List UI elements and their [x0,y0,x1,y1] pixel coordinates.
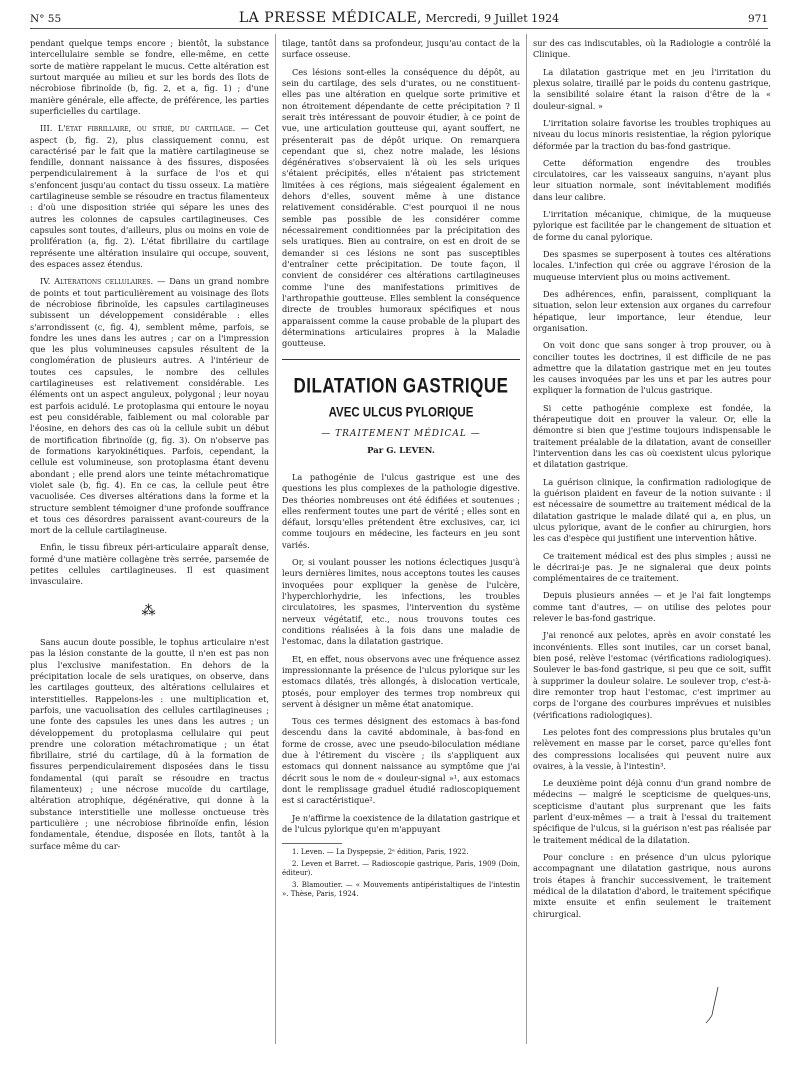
paragraph: Pour conclure : en présence d'un ulcus pylorique accompagnant une dilatation gastrique, nous aurons trois étapes à franchir successivement, le traitement médical de la dilatation d'abord, le traitement spécifique mixte ensuite et enfin seulement le traitement chirurgical. [533,852,771,919]
article-subtitle: AVEC ULCUS PYLORIQUE [328,405,474,420]
column-1 [30,38,269,858]
paragraph: Je n'affirme la coexistence de la dilatation gastrique et de l'ulcus pylorique qu'en m'appuyant [282,812,520,834]
section-body: — Cet aspect (b, fig. 2), plus classiquement connu, est caractérisé par le fait que la matière cartilagineuse se fendille, donnant naissance à des fissures, disposées perpendiculairement à la surface de l'os et qui s'enfoncent jusqu'au contact du tissu osseux. La matière cartilagineuse semble se résoudre en tractus filamenteux : d'où une disposition striée qui sépare les unes des autres les colonnes de capsules cartilagineuses. Ces capsules sont toutes, d'ailleurs, plus ou moins en voie de prolifération (a, fig. 2). L'état fibrillaire du cartilage représente une altération insulaire qui occupe, souvent, des espaces assez étendus. [30,123,269,269]
paragraph: Cette déformation engendre des troubles circulatoires, car les vaisseaux sanguins, n'ayant plus leur situation normale, sont inévitablement modifiés dans leur calibre. [533,157,771,202]
journal-title: LA PRESSE MÉDICALE, [238,10,423,26]
footnote: 2. Leven et Barret. — Radioscopie gastrique, Paris, 1909 (Doin, éditeur). [282,859,520,878]
paragraph: sur des cas indiscutables, où la Radiologie a contrôlé la Clinique. [533,38,771,60]
paragraph: Ces lésions sont-elles la conséquence du dépôt, au sein du cartilage, des sels d'urates, ou ne constituent-elles pas une altération en quelque sorte primitive et non étroitement dépendante de cette précipitation ? Il serait très intéressant de pouvoir étudier, à ce point de vue, une articulation goutteuse qui, ayant souffert, ne présenterait pas de dépôt urique. On remarquera cependant que si, chez notre malade, les lésions dégénératives s'observaient là où les sels uriques s'étaient précipités, elles n'étaient pas strictement limitées à ces régions, mais siégeaient également en dehors d'elles, souvent même à une distance relativement considérable. C'est pourquoi il ne nous semble pas possible de les considérer comme nécessairement conditionnées par la précipitation des sels uratiques. Bien au contraire, on est en droit de se demander si ces lésions ne sont pas susceptibles d'entraîner cette précipitation. De toute façon, il convient de considérer ces altérations cartilagineuses comme l'une des manifestations primitives de l'arthropathie goutteuse. Elles semblent la conséquence directe de troubles humoraux spécifiques et nous apparaissent comme la cause probable de la plupart des déterminations articulaires propres à la Maladie goutteuse. [282,66,520,349]
article-title: DILATATION GASTRIQUE [293,374,509,398]
paragraph: Si cette pathogénie complexe est fondée, la thérapeutique doit en prouver la valeur. Or, elle la démontre si bien que j'estime toujours indispensable le traitement préalable de la dilatation, avant de conseiller l'intervention dans les cas où coexistent ulcus pylorique et dilatation gastrique. [533,402,771,470]
page-number: 971 [747,13,768,25]
paragraph: Depuis plusieurs années — et je l'ai fait longtemps comme tant d'autres, — on utilise des pelotes pour relever le bas-fond gastrique. [533,590,771,624]
paragraph: Le deuxième point déjà connu d'un grand nombre de médecins — malgré le scepticisme de quelques-uns, scepticisme d'autant plus surprenant que les faits parlent d'eux-mêmes — a trait à l'essai du traitement spécifique de l'ulcus, si la guérison n'est pas réalisée par le traitement médical de la dilatation. [533,778,771,845]
article-separator [282,359,520,360]
footnotes [282,848,520,899]
footnote-rule [282,843,342,844]
journal-masthead [30,10,768,26]
paragraph: Or, si voulant pousser les notions éclectiques jusqu'à leurs dernières limites, nous acceptons toutes les causes invoquées pour expliquer la genèse de l'ulcère, l'hyperchlorhydrie, les infections, les troubles circulatoires, les spasmes, l'intervention du système nerveux végétatif, etc., nous trouvons toutes ces conditions réalisées à la fois dans une maladie de l'estomac, dans la dilatation gastrique. [282,557,520,647]
issue-date: Mercredi, 9 Juillet 1924 [422,12,560,25]
section-iii [30,123,269,270]
section-heading: III. L'état fibrillaire, ou strié, du cartilage. [40,123,236,134]
paragraph: J'ai renoncé aux pelotes, après en avoir constaté les inconvénients. Elles sont inutiles, car un corset banal, bien posé, relève l'estomac (vérifications radiologiques). Soulever le bas-fond gastrique, si peu que ce soit, suffit à supprimer la douleur solaire. Le soulever trop, c'est-à-dire remonter trop haut l'estomac, c'est imprimer au corps de l'organe des courbures imprévues et nuisibles (vérifications radiologiques). [533,630,771,720]
paragraph: La pathogénie de l'ulcus gastrique est une des questions les plus complexes de la pathologie digestive. Des théories nombreuses ont été édifiées et soutenues ; elles renferment toutes une part de vérité ; elles sont en défaut, lorsqu'elles prétendent être exclusives, car, ici comme toujours en médecine, les facteurs en jeu sont variés. [282,471,520,550]
paragraph: Des spasmes se superposent à toutes ces altérations locales. L'infection qui crée ou aggrave l'érosion de la muqueuse intervient plus ou moins activement. [533,249,771,282]
paragraph: La dilatation gastrique met en jeu l'irritation du plexus solaire, tiraillé par le poids du contenu gastrique, la sensibilité solaire étant la raison d'être de la « douleur-signal. » [533,66,771,111]
paragraph: La guérison clinique, la confirmation radiologique de la guérison plaident en faveur de la notion suivante : il est nécessaire de soumettre au traitement médical de la dilatation gastrique le malade dilaté qui a, en plus, un ulcus pylorique, avant de le confier au chirurgien, hors les cas d'espèce qui justifient une intervention hâtive. [533,476,771,544]
paragraph: On voit donc que sans songer à trop prouver, ou à concilier toutes les doctrines, il est difficile de ne pas admettre que la dilatation gastrique met en jeu toutes les causes invoquées par les uns et par les autres pour expliquer la formation de l'ulcus gastrique. [533,340,771,396]
issue-number: N° 55 [30,13,62,25]
article-author: Par G. LEVEN. [367,446,435,457]
paragraph: pendant quelque temps encore ; bientôt, la substance intercellulaire semble se fondre, elle-même, en cette sorte de matière rappelant le mucus. Cette altération est surtout marquée au milieu et sur les bords des îlots de nécrobiose fibrinoïde (b, fig. 2, et a, fig. 1) ; d'une manière générale, elle affecte, de préférence, les parties superficielles du cartilage. [30,38,269,116]
paragraph: L'irritation solaire favorise les troubles trophiques au niveau du locus minoris resistentiae, la région pylorique déformée par la traction du bas-fond gastrique. [533,117,771,151]
footnote: 3. Blamoutier. — « Mouvements antipéristaltiques de l'intestin ». Thèse, Paris, 1924. [282,880,520,898]
paragraph: L'irritation mécanique, chimique, de la muqueuse pylorique est facilitée par le changement de situation et de forme du canal pylorique. [533,209,771,242]
paragraph: Enfin, le tissu fibreux péri-articulaire apparaît dense, formé d'une matière collagène très serrée, parsemée de petites cellules cartilagineuses. Il est quasiment invasculaire. [30,542,269,587]
section-heading: IV. Altérations cellulaires. [40,276,154,287]
paragraph: Tous ces termes désignent des estomacs à bas-fond descendu dans la cavité abdominale, à bas-fond en forme de crosse, avec une pseudo-biloculation médiane due à l'étirement du viscère ; ils s'appliquent aux estomacs qui donnent naissance au symptôme que j'ai décrit sous le nom de « douleur-signal »¹, aux estomacs dont le remplissage graduel étudié radioscopiquement est si caractéristique². [282,716,520,806]
asterism-divider: ⁂ [141,602,158,619]
paragraph: tilage, tantôt dans sa profondeur, jusqu'au contact de la surface osseuse. [282,38,520,60]
section-body: — Dans un grand nombre de points et tout particulièrement au voisinage des îlots de nécrobiose fibrinoïde, les capsules cartilagineuses subissent un développement considérable : elles s'arrondissent (c, fig. 4), semblent même, parfois, se fondre les unes dans les autres ; car on a l'impression que les plus volumineuses capsules résultent de la conglomération de plusieurs autres. A l'intérieur de toutes ces capsules, le nombre des cellules cartilagineuses est relativement considérable. Les éléments ont un aspect anguleux, polygonal ; leur noyau est parfois acidulé. Le protoplasma qui entoure le noyau est peu considérable, faiblement ou mal colorable par l'éosine, en dehors des cas où la cellule subit un début de mortification fibrinoïde (g, fig. 3). On n'observe pas de formations karyokinétiques. Parfois, cependant, la cellule est volumineuse, son protoplasma étant devenu abondant ; elle prend alors une teinte métachromatique violet sale (b, fig. 4). En ce cas, la cellule peut être vacuolisée. Ces diverses altérations dans la forme et la structure semblent témoigner d'une profonde souffrance et tous ces désordres paraissent avant-coureurs de la mort de la cellule cartilagineuse. [30,276,269,536]
footnote: 1. Leven. — La Dyspepsie, 2ᵉ édition, Paris, 1922. [292,848,469,857]
paragraph: Les pelotes font des compressions plus brutales qu'un relèvement en masse par le corset, parce qu'elles font des compressions localisées qui peuvent nuire aux ovaires, à la vessie, à l'intestin³. [533,726,771,771]
article-kicker: — TRAITEMENT MÉDICAL — [321,428,481,439]
paragraph: Et, en effet, nous observons avec une fréquence assez impressionnante la présence de l'ulcus pylorique sur les estomacs dilatés, très allongés, à dislocation verticale, ptosés, pour employer des termes trop nombreux qui servent à désigner un même état anatomique. [282,653,520,709]
paragraph: Des adhérences, enfin, paraissent, compliquant la situation, selon leur extension aux organes du carrefour hépatique, leur importance, leur étendue, leur organisation. [533,288,771,333]
page-header [30,8,768,29]
paragraph: Sans aucun doute possible, le tophus articulaire n'est pas la lésion constante de la goutte, il n'en est pas non plus l'exclusive manifestation. En dehors de la précipitation locale de sels uratiques, on observe, dans les cartilages goutteux, des altérations cellulaires et interstitielles. Rappelons-les : une multiplication et, parfois, une vacuolisation des cellules cartilagineuses ; une fonte des capsules les unes dans les autres ; un développement du protoplasma cellulaire qui peut prendre une coloration métachromatique ; un état fibrillaire, strié du cartilage, dû à la formation de fissures perpendiculairement disposées dans le tissu fondamental (qui paraît se résoudre en tractus filamenteux) ; une nécrose mucoïde du cartilage, altération atrophique, dégénérative, qui donne à la substance interstitielle une mollesse onctueuse très particulière ; une nécrobiose fibrinoïde enfin, lésion fondamentale, étendue, disposée en îlots, tantôt à la surface même du car- [30,637,269,851]
column-3 [533,38,771,926]
column-2 [282,38,520,901]
section-iv [30,276,269,536]
column-rule-2 [526,34,527,1044]
pen-mark-icon [700,985,730,1025]
column-rule-1 [275,34,276,1044]
paragraph: Ce traitement médical est des plus simples ; aussi ne le décrirai-je pas. Je ne signalerai que deux points complémentaires de ce traitement. [533,550,771,584]
